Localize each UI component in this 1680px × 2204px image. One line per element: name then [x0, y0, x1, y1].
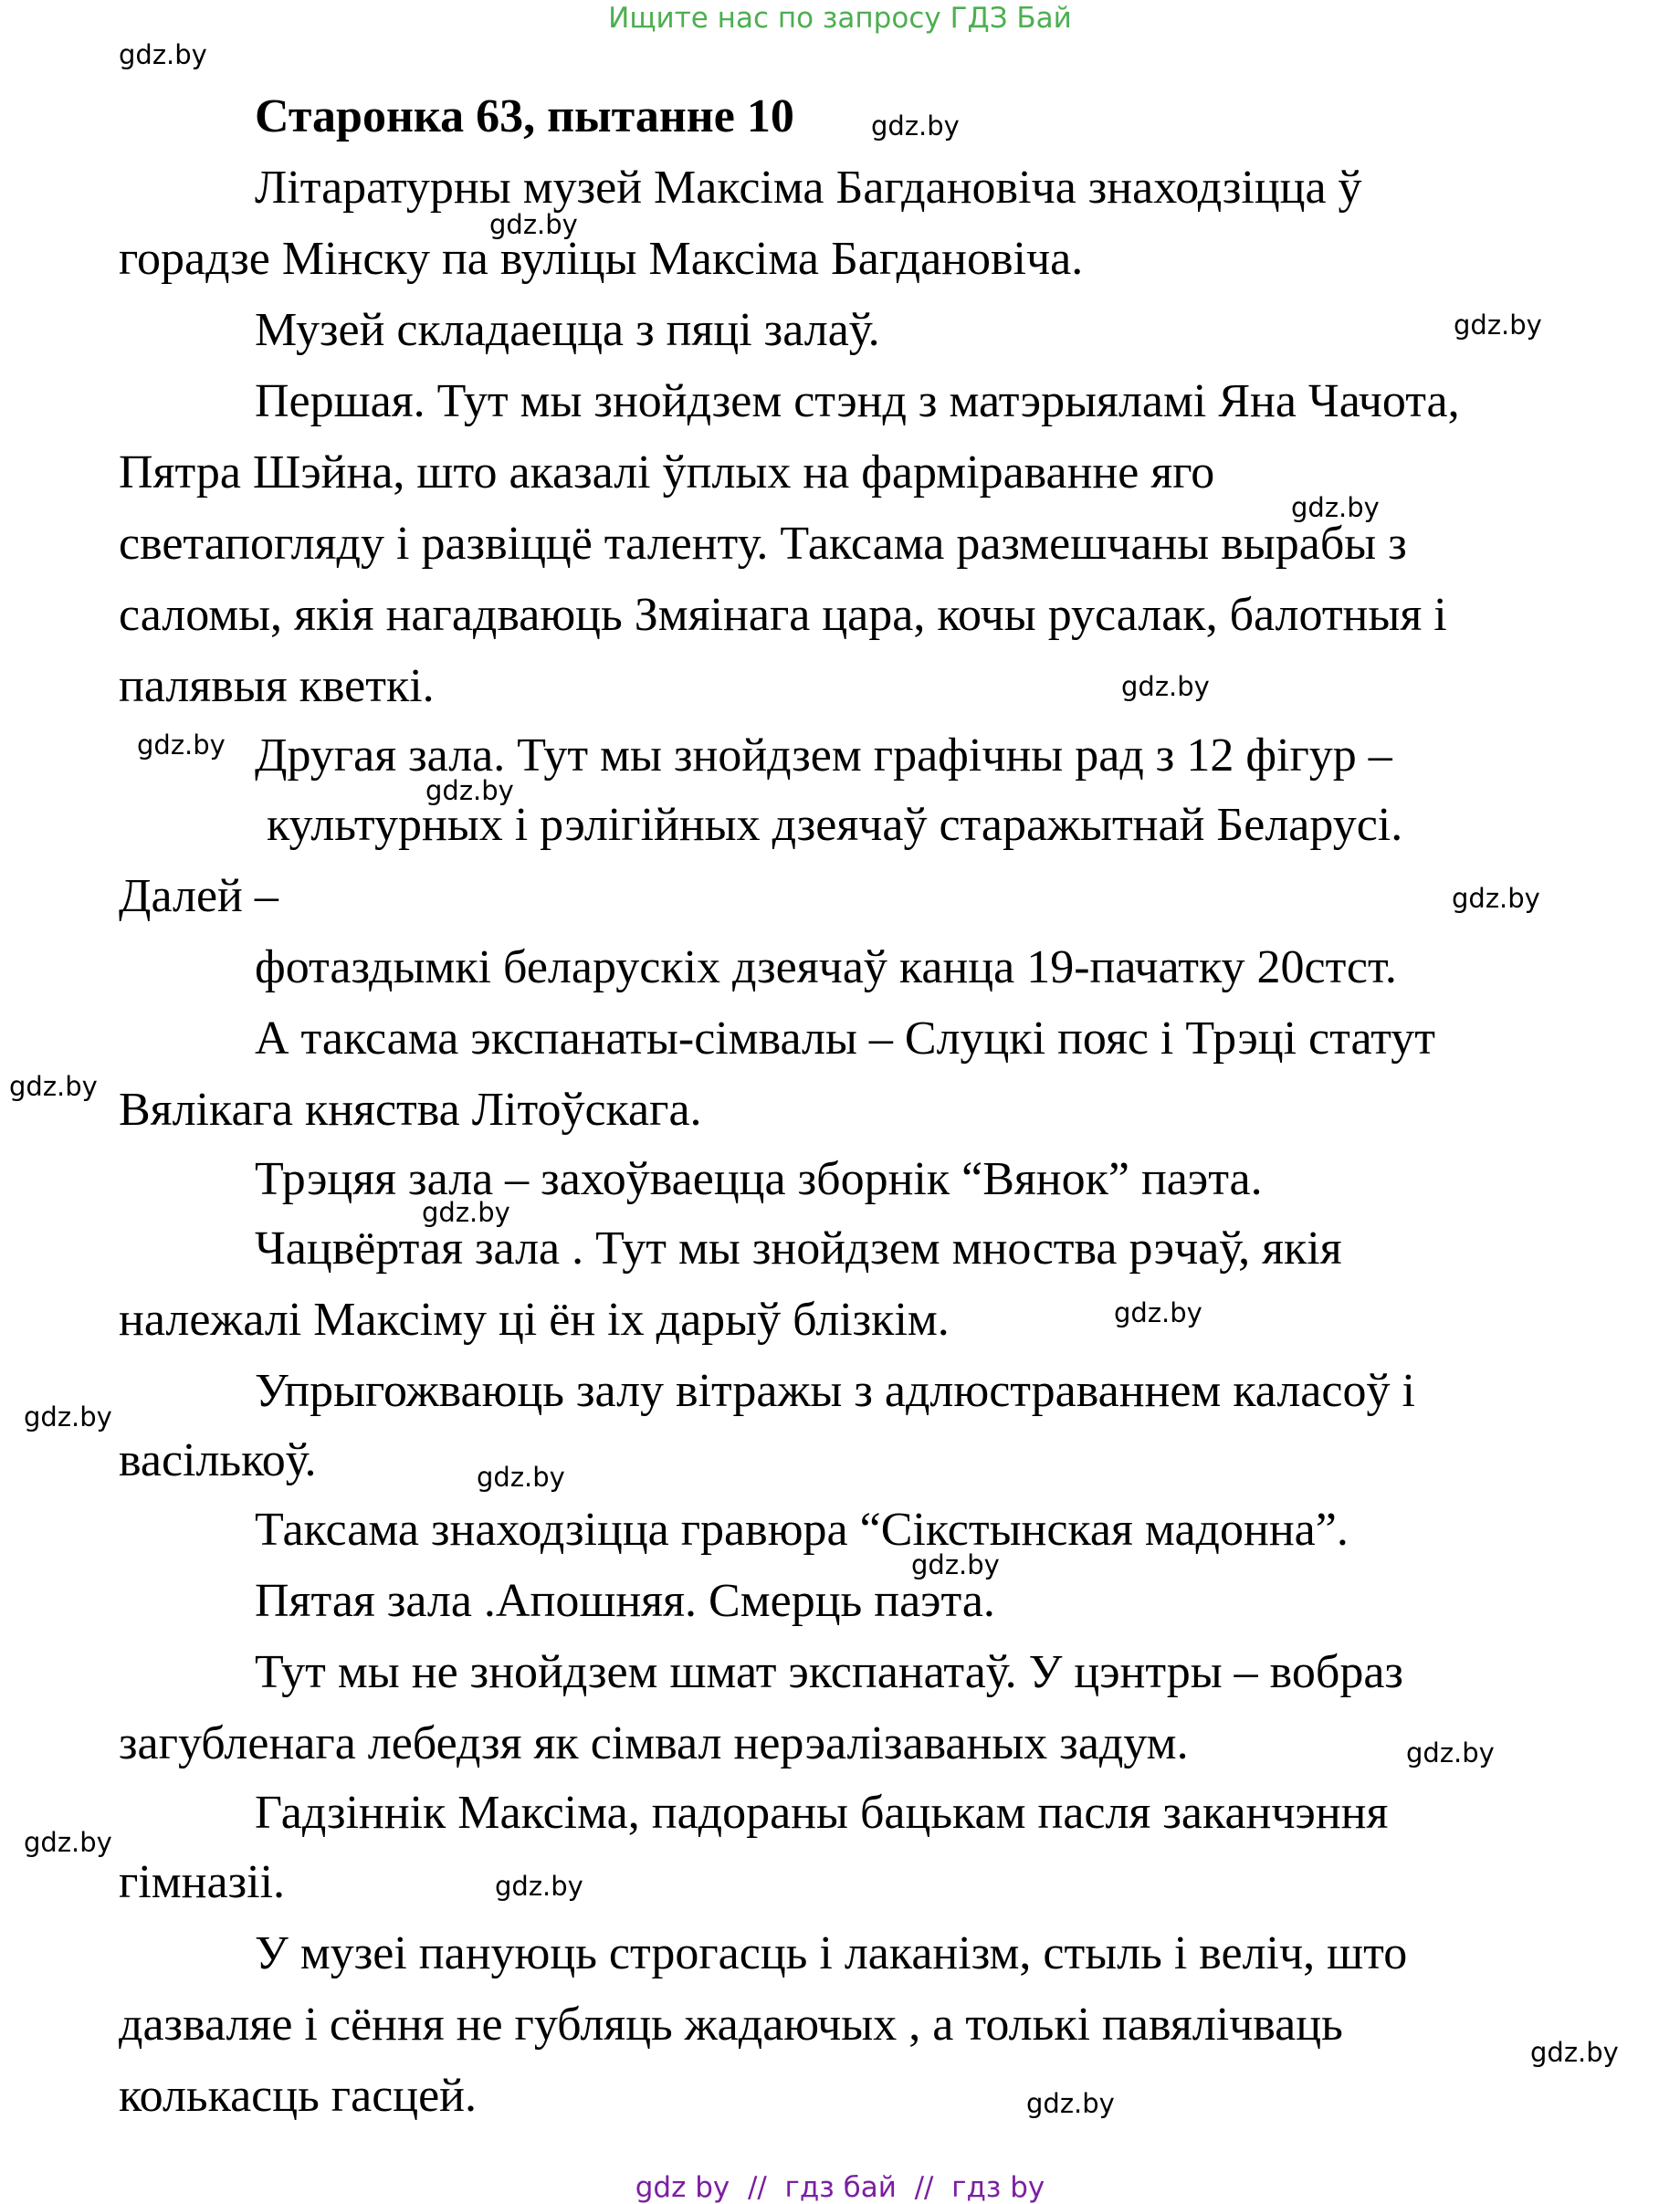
text-line: светапогляду і развіццё таленту. Таксама размешчаны вырабы з — [119, 518, 1407, 570]
text-line: Вялікага княства Літоўскага. — [119, 1084, 702, 1136]
watermark: gdz.by — [425, 775, 514, 806]
watermark: gdz.by — [1452, 883, 1540, 914]
text-line: Пятра Шэйна, што аказалі ўплых на фарміраванне яго — [119, 446, 1215, 499]
watermark: gdz.by — [1454, 310, 1542, 341]
watermark: gdz.by — [1530, 2037, 1619, 2068]
watermark: gdz.by — [1026, 2088, 1115, 2119]
watermark: gdz.by — [137, 729, 226, 761]
text-line: Другая зала. Тут мы знойдзем графічны рад з 12 фігур – — [255, 729, 1392, 782]
text-line: саломы, якія нагадваюць Змяінага цара, кочы русалак, балотныя і — [119, 589, 1447, 641]
watermark: gdz.by — [119, 39, 207, 70]
text-line: належалі Максіму ці ён іх дарыў блізкім. — [119, 1294, 950, 1346]
text-line: колькасць гасцей. — [119, 2070, 478, 2122]
text-line: Гадзіннік Максіма, падораны бацькам пасля заканчэння — [255, 1787, 1389, 1839]
text-line: Таксама знаходзіцца гравюра “Сікстынская мадонна”. — [255, 1504, 1349, 1556]
watermark: gdz.by — [911, 1549, 1000, 1580]
text-line: Музей складаецца з пяці залаў. — [255, 304, 880, 356]
text-line: загубленага лебедзя як сімвал нерэалізаваных задум. — [119, 1717, 1189, 1769]
footer-links: gdz by // гдз бай // гдз by — [635, 2171, 1045, 2204]
watermark: gdz.by — [24, 1401, 112, 1433]
watermark: gdz.by — [871, 110, 960, 142]
text-line: Пятая зала .Апошняя. Смерць паэта. — [255, 1575, 995, 1627]
text-line: Трэцяя зала – захоўваецца зборнік “Вянок” паэта. — [255, 1153, 1263, 1205]
top-banner: Ищите нас по запросу ГДЗ Бай — [608, 2, 1072, 35]
watermark: gdz.by — [477, 1462, 565, 1493]
watermark: gdz.by — [24, 1827, 112, 1858]
watermark: gdz.by — [422, 1197, 510, 1228]
watermark: gdz.by — [9, 1071, 98, 1102]
text-line: Першая. Тут мы знойдзем стэнд з матэрыяламі Яна Чачота, — [255, 375, 1460, 427]
text-line: горадзе Мінску па вуліцы Максіма Багдановіча. — [119, 233, 1084, 285]
text-line: Далей – — [119, 870, 278, 922]
text-line: васількоў. — [119, 1434, 317, 1486]
watermark: gdz.by — [489, 209, 578, 240]
text-line: Упрыгожваюць залу вітражы з адлюстраваннем каласоў і — [255, 1365, 1415, 1417]
text-line: Літаратурны музей Максіма Багдановіча знаходзіцца ў — [255, 162, 1362, 214]
text-line: фотаздымкі беларускіх дзеячаў канца 19-пачатку 20стст. — [255, 941, 1397, 993]
watermark: gdz.by — [495, 1871, 583, 1902]
text-line: культурных і рэлігійных дзеячаў старажытнай Беларусі. — [267, 799, 1403, 851]
watermark: gdz.by — [1406, 1737, 1495, 1768]
watermark: gdz.by — [1114, 1297, 1202, 1328]
text-line: Тут мы не знойдзем шмат экспанатаў. У цэнтры – вобраз — [255, 1646, 1403, 1698]
text-line: Чацвёртая зала . Тут мы знойдзем мноства рэчаў, якія — [255, 1223, 1342, 1275]
watermark: gdz.by — [1291, 492, 1380, 523]
page-heading: Старонка 63, пытанне 10 — [255, 90, 794, 142]
text-line: палявыя кветкі. — [119, 660, 435, 712]
text-line: гімназіі. — [119, 1856, 286, 1908]
text-line: дазваляе і сёння не губляць жадаючых , а толькі павялічваць — [119, 1999, 1343, 2051]
text-line: А таксама экспанаты-сімвалы – Слуцкі пояс і Трэці статут — [255, 1013, 1435, 1065]
watermark: gdz.by — [1121, 671, 1210, 702]
text-line: У музеі пануюць строгасць і лаканізм, стыль і веліч, што — [255, 1927, 1408, 1979]
